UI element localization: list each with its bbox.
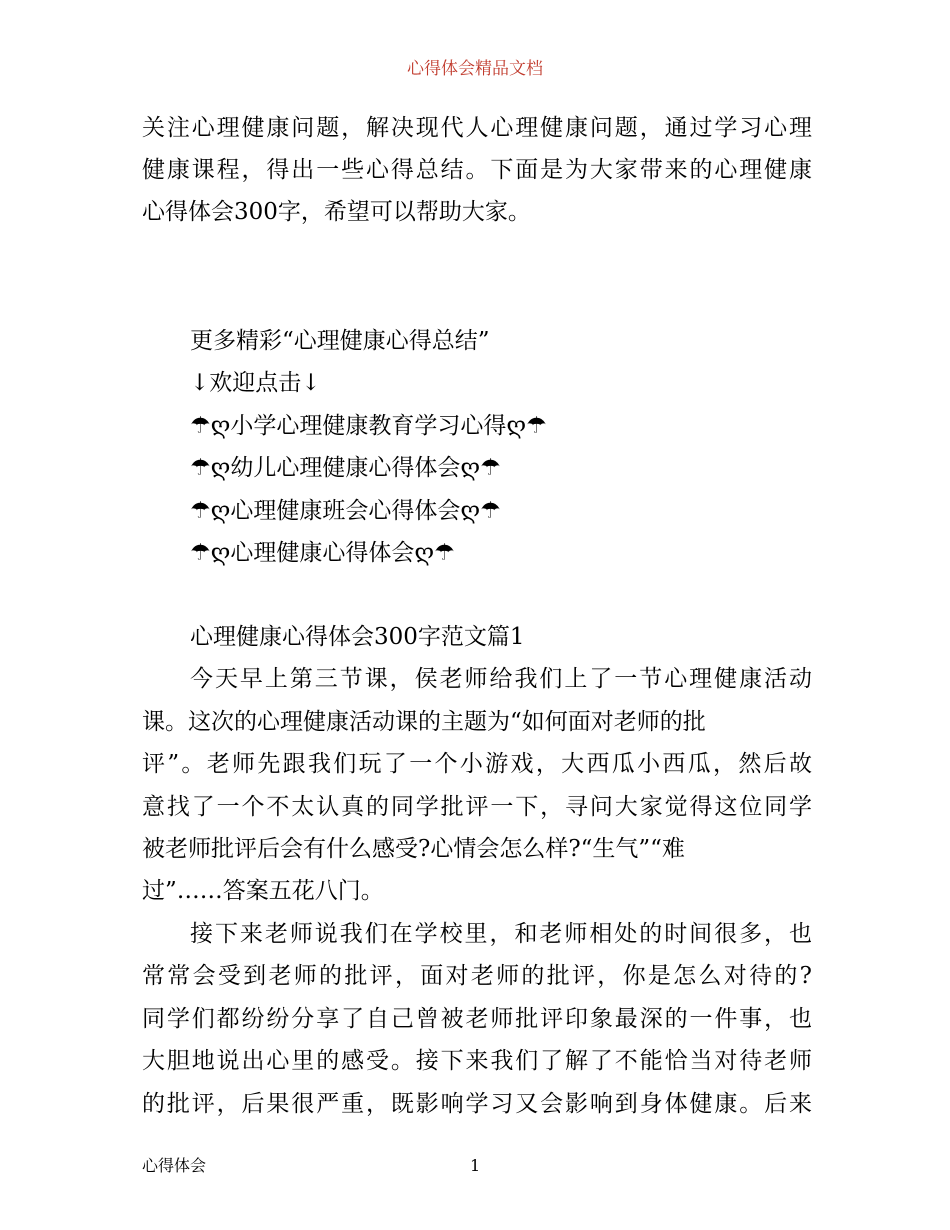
intro-line: 心得体会300字，希望可以帮助大家。	[142, 199, 531, 225]
page-number: 1	[470, 1156, 481, 1175]
paragraph-line: 常常会受到老师的批评，面对老师的批评，你是怎么对待的?	[142, 963, 812, 989]
paragraph-line: 的批评，后果很严重，既影响学习又会影响到身体健康。后来	[142, 1091, 812, 1117]
paragraph-line: 课。这次的心理健康活动课的主题为“如何面对老师的批	[142, 709, 706, 735]
paragraph-line: 同学们都纷纷分享了自己曾被老师批评印象最深的一件事，也	[142, 1006, 812, 1032]
paragraph-line: 过”……答案五花八门。	[142, 878, 384, 904]
page-header: 心得体会精品文档	[407, 59, 543, 79]
paragraph-line: 评”。老师先跟我们玩了一个小游戏，大西瓜小西瓜，然后故	[142, 751, 812, 777]
intro-line: 健康课程，得出一些心得总结。下面是为大家带来的心理健康	[142, 157, 812, 183]
paragraph-line: 接下来老师说我们在学校里，和老师相处的时间很多，也	[190, 921, 812, 947]
recommend-link[interactable]: ☂ღ心理健康心得体会ღ☂	[190, 540, 455, 566]
recommend-link[interactable]: ☂ღ小学心理健康教育学习心得ღ☂	[190, 413, 547, 439]
click-prompt: ↓欢迎点击↓	[190, 370, 321, 396]
paragraph-line: 意找了一个不太认真的同学批评一下，寻问大家觉得这位同学	[142, 794, 812, 820]
paragraph-line: 今天早上第三节课，侯老师给我们上了一节心理健康活动	[190, 666, 812, 692]
recommend-link[interactable]: ☂ღ心理健康班会心得体会ღ☂	[190, 498, 501, 524]
recommend-link[interactable]: ☂ღ幼儿心理健康心得体会ღ☂	[190, 455, 501, 481]
intro-line: 关注心理健康问题，解决现代人心理健康问题，通过学习心理	[142, 115, 812, 141]
paragraph-line: 大胆地说出心里的感受。接下来我们了解了不能恰当对待老师	[142, 1048, 812, 1074]
article-heading: 心理健康心得体会300字范文篇1	[190, 624, 525, 650]
paragraph-line: 被老师批评后会有什么感受?心情会怎么样?“生气”“难	[142, 836, 685, 862]
footer-label: 心得体会	[142, 1156, 207, 1175]
more-title: 更多精彩“心理健康心得总结”	[190, 328, 490, 354]
